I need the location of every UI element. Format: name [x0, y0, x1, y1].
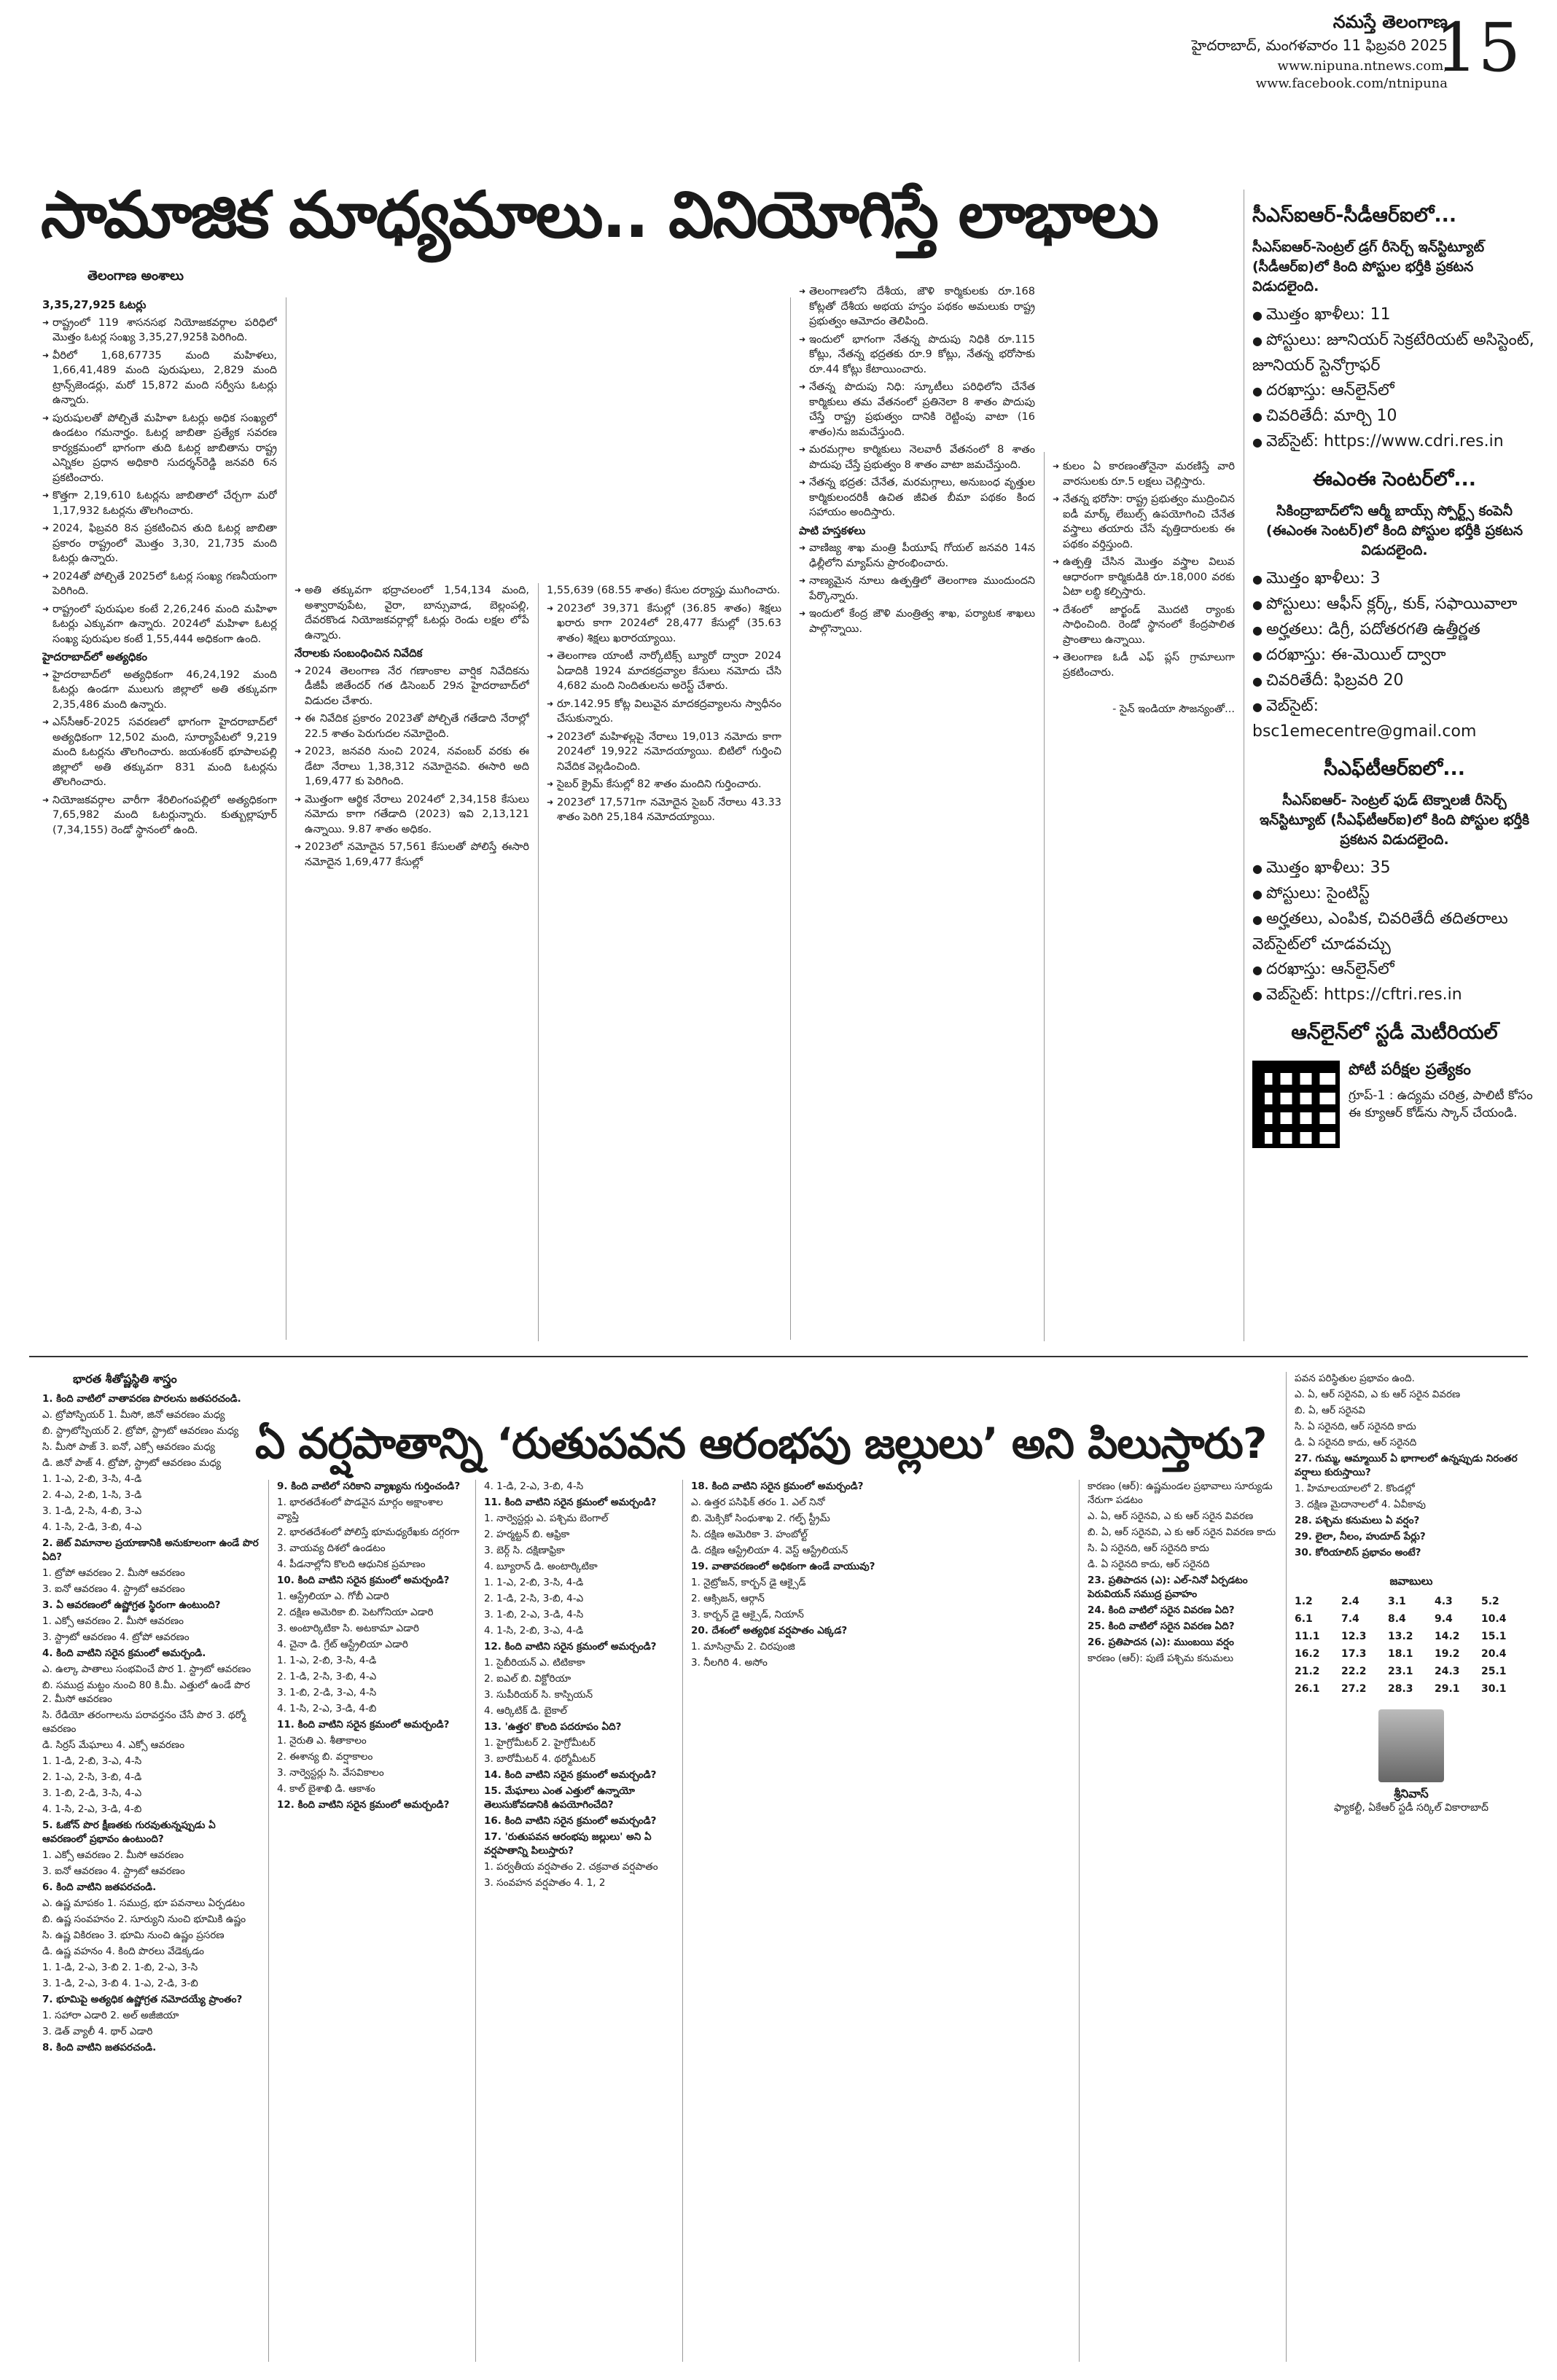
quiz-option: 1. హైగ్రోమీటర్ 2. హైగ్రోమీటర్	[484, 1737, 596, 1749]
answer-cell: 27.2	[1341, 1683, 1367, 1695]
article-column-1	[42, 297, 277, 1136]
promo-title: పోటీ పరీక్షల ప్రత్యేకం	[1349, 1061, 1471, 1078]
article-bullet: ➜ 2023లో 39,371 కేసుల్లో (36.85 శాతం) శిక్షలు ఖరారు కాగా 2024లో 28,477 కేసుల్లో (35.63 శాతం) శిక్షలు ఖరారయ్యాయి.	[547, 601, 781, 647]
quiz-option: 3. ఐనో ఆవరణం 4. స్ట్రాటో ఆవరణం	[42, 1865, 185, 1877]
quiz-option: 3. సుపీరియర్ సి. కాస్పియన్	[484, 1689, 593, 1701]
quiz-option: 4. 1-సి, 2-డి, 3-బి, 4-ఎ	[42, 1521, 142, 1533]
answer-cell: 6.1	[1295, 1613, 1313, 1625]
author-credit	[1295, 1709, 1528, 1815]
quiz-option: పవన పరిస్థితుల ప్రభావం ఉంది.	[1295, 1373, 1415, 1384]
article-bullet: ➜ పురుషులతో పోల్చితే మహిళా ఓటర్లు అధిక సంఖ్యలో ఉండటం గమనార్హం. ఓటర్ల జాబితా ప్రత్యేక సవరణ కార్యక్రమంలో భాగంగా తుది ఓటర్ల జాబితాను రాష్ట్ర ఎన్నికల ప్రధాన అధికారి సుదర్శన్‌రెడ్డి జనవరి 6న ప్రకటించారు.	[42, 411, 277, 486]
quiz-option: 3. నార్వెస్టర్లు సి. వేసవికాలం	[277, 1767, 384, 1779]
quiz-option: 2. 1-ఎ, 2-సి, 3-బి, 4-డి	[42, 1771, 142, 1783]
article-bullet: ➜ 2024తో పోల్చితే 2025లో ఓటర్ల సంఖ్య గణనీయంగా పెరిగింది.	[42, 569, 277, 599]
answer-cell: 14.2	[1435, 1631, 1460, 1642]
quiz-option: 1. నార్వెస్టర్లు ఎ. పశ్చిమ బెంగాల్	[484, 1513, 609, 1524]
quiz-question: 26. ప్రతిపాదన (ఎ): ముంబయి వర్షం	[1088, 1636, 1234, 1648]
article-bullet: ➜ తెలంగాణ ఓడీ ఎఫ్ ప్లస్ గ్రామాలుగా ప్రకటించారు.	[1053, 650, 1235, 680]
quiz-option: డి. జినో పాజ్ 4. ట్రోపో, స్ట్రాటో ఆవరణం మధ్య	[42, 1457, 222, 1469]
quiz-option: 4. చైనా డి. గ్రేట్ ఆస్ట్రేలియా ఎడారి	[277, 1639, 408, 1650]
quiz-option: 3. అంటార్కిటికా సి. అటకామా ఎడారి	[277, 1623, 420, 1634]
quiz-option: ఎ. ఏ, ఆర్ సరైనవి, ఎ కు ఆర్ సరైన వివరణ	[1088, 1510, 1254, 1522]
quiz-option: డి. ఏ సరైనది కాదు, ఆర్ సరైనది	[1088, 1558, 1210, 1570]
quiz-option: బి. ఉష్ణ సంవహనం 2. సూర్యుని నుంచి భూమికి ఉష్ణం	[42, 1913, 246, 1925]
quiz-option: సి. ఏ సరైనది, ఆర్ సరైనది కాదు	[1295, 1421, 1416, 1432]
article-bullet: ➜ అతి తక్కువగా భద్రాచలంలో 1,54,134 మంది, అశ్వారావుపేట, వైరా, బాన్సువాడ, బెల్లంపల్లి, దేవరకొండ నియోజకవర్గాల్లో ఓటర్లు రెండు లక్షల లోపే ఉన్నారు.	[294, 583, 529, 643]
notice-intro: సికింద్రాబాద్‌లోని ఆర్మీ బాయ్స్ స్పోర్ట్స్ కంపెనీ (ఈఎంఈ సెంటర్)లో కింది పోస్టుల భర్తీకి ప్రకటన విడుదలైంది.	[1265, 503, 1523, 558]
notice-item: ● దరఖాస్తు: ఈ-మెయిల్ ద్వారా	[1252, 643, 1537, 668]
answer-cell: 3.1	[1388, 1596, 1406, 1607]
article-bullet: ➜ దేశంలో జార్ఖండ్ మొదటి ర్యాంకు సాధించింది. రెండో స్థానంలో కేంద్రపాలిత ప్రాంతాలు ఉన్నాయి.	[1053, 603, 1235, 648]
quiz-option: ఎ. ట్రోపోస్ఫియర్ 1. మీసో, జినో ఆవరణం మధ్య	[42, 1409, 225, 1421]
quiz-option: 3. 1-బి, 2-డి, 3-సి, 4-ఎ	[42, 1787, 142, 1799]
notice-intro: సీఎస్ఐఆర్-సెంట్రల్ డ్రగ్ రీసెర్చ్ ఇన్‌స్టిట్యూట్ (సీడీఆర్ఐ)లో కింది పోస్టుల భర్తీకి ప్రకటన విడుదలైంది.	[1252, 239, 1485, 294]
answer-cell: 23.1	[1388, 1666, 1413, 1677]
quiz-option: డి. సిర్రస్ మేఘాలు 4. ఎక్సో ఆవరణం	[42, 1739, 185, 1751]
quiz-question: 13. 'ఉత్తర' కొలది పదరూపం ఏది?	[484, 1721, 622, 1733]
quiz-option: 3. దక్షిణ మైదానాలలో 4. ఏవీకావు	[1295, 1499, 1427, 1510]
subheading-hyderabad: హైదరాబాద్‌లో అత్యధికం	[42, 650, 147, 663]
notice-title: సీఎస్ఐఆర్-సీడీఆర్ఐలో...	[1252, 204, 1457, 227]
quiz-option: ఎ. ఏ, ఆర్ సరైనవి, ఎ కు ఆర్ సరైన వివరణ	[1295, 1389, 1461, 1400]
quiz-option: 3. 1-బి, 2-ఎ, 3-డి, 4-సి	[484, 1609, 584, 1620]
answer-cell: 16.2	[1295, 1648, 1320, 1660]
author-photo	[1378, 1709, 1444, 1782]
quiz-question: 11. కింది వాటిని సరైన క్రమంలో అమర్చండి?	[484, 1497, 657, 1508]
quiz-option: కారణం (ఆర్): ఉష్ణమండల ప్రభావాలు సూర్యుడు నేరుగా పడటం	[1088, 1480, 1273, 1506]
answer-cell: 9.4	[1435, 1613, 1453, 1625]
answer-cell: 29.1	[1435, 1683, 1460, 1695]
quiz-option: 3. డెత్ వ్యాలీ 4. థార్ ఎడారి	[42, 2026, 153, 2037]
answer-cell: 15.1	[1481, 1631, 1507, 1642]
quiz-question: 7. భూమిపై అత్యధిక ఉష్ణోగ్రత నమోదయ్యే ప్రాంతం?	[42, 1994, 243, 2005]
quiz-question: 20. దేశంలో అత్యధిక వర్షపాతం ఎక్కడ?	[691, 1625, 848, 1636]
quiz-section-heading: భారత శీతోష్ణస్థితి శాస్త్రం	[73, 1372, 177, 1386]
answers-box	[1295, 1575, 1528, 1698]
notice-title: సీఎఫ్‌టీఆర్ఐలో...	[1324, 757, 1465, 780]
answer-cell: 26.1	[1295, 1683, 1320, 1695]
article-bullet: ➜ మొత్తంగా ఆర్థిక నేరాలు 2024లో 2,34,158 కేసులు నమోదు కాగా గతేడాది (2023) ఇవి 2,13,121 ఉన్నాయి. 9.87 శాతం అధికం.	[294, 792, 529, 838]
quiz-option: 2. దక్షిణ అమెరికా బి. పెటగోనియా ఎడారి	[277, 1607, 434, 1618]
quiz-column-5	[1088, 1480, 1277, 2362]
main-headline: సామాజిక మాధ్యమాలు.. వినియోగిస్తే లాభాలు	[41, 177, 1158, 252]
quiz-option: 2. భారతదేశంలో పోలిస్తే భూమధ్యరేఖకు దగ్గరగా	[277, 1526, 460, 1538]
article-bullet: ➜ ఇందులో కేంద్ర జౌళి మంత్రిత్వ శాఖ, పర్యాటక శాఖలు పాల్గొన్నాయి.	[799, 606, 1035, 636]
article-bullet: ➜ తెలంగాణ యాంటీ నార్కోటిక్స్ బ్యూరో ద్వారా 2024 ఏడాదికి 1924 మాదకద్రవ్యాల కేసులు నమోదు చేసి 4,682 మంది నిందితులను అరెస్ట్ చేశారు.	[547, 649, 781, 694]
answer-cell: 30.1	[1481, 1683, 1507, 1695]
quiz-question: 1. కింది వాటిలో వాతావరణ పొరలను జతపరచండి.	[42, 1393, 241, 1405]
article-bullet: ➜ ఇందులో భాగంగా నేతన్న పొదుపు నిధికి రూ.115 కోట్లు, నేతన్న భద్రతకు రూ.9 కోట్లు, నేతన్న భరోసాకు రూ.44 కోట్లు కేటాయించారు.	[799, 332, 1035, 378]
notice-link[interactable]: ● వెబ్‌సైట్: https://www.cdri.res.in	[1252, 429, 1537, 455]
quiz-option: బి. స్ట్రాటోస్ఫియర్ 2. ట్రోపో, స్ట్రాటో ఆవరణం మధ్య	[42, 1425, 239, 1437]
quiz-question: 5. ఓజోన్ పొర క్షీణతకు గురవుతున్నప్పుడు ఏ ఆవరణంలో ప్రభావం ఉంటుంది?	[42, 1819, 216, 1845]
notice-item: ● పోస్టులు: ఆఫీస్ క్లర్క్, కుక్, సఫాయివాలా	[1252, 592, 1537, 617]
quiz-option: సి. ఏ సరైనది, ఆర్ సరైనది కాదు	[1088, 1542, 1209, 1554]
quiz-option: 1. ఆస్ట్రేలియా ఎ. గోబీ ఎడారి	[277, 1591, 389, 1602]
article-bullet: ➜ సైబర్ క్రైమ్ కేసుల్లో 82 శాతం మందిని గుర్తించారు.	[547, 777, 781, 792]
notice-link[interactable]: ● వెబ్‌సైట్: bsc1emecentre@gmail.com	[1252, 694, 1537, 744]
quiz-option: కారణం (ఆర్): పుణే పశ్చిమ కనుమలు	[1088, 1653, 1234, 1664]
quiz-option: 1. 1-డి, 2-బి, 3-ఎ, 4-సి	[42, 1755, 142, 1767]
quiz-option: 3. బారోమీటర్ 4. థర్మోమీటర్	[484, 1753, 596, 1765]
quiz-option: 4. 1-సి, 2-ఎ, 3-డి, 4-బి	[277, 1703, 377, 1714]
answer-cell: 18.1	[1388, 1648, 1413, 1660]
article-bullet: ➜ రాష్ట్రంలో పురుషుల కంటే 2,26,246 మంది మహిళా ఓటర్లు ఎక్కువగా ఉన్నారు. 2024లో మహిళా ఓటర్ల సంఖ్య పురుషుల కంటే 1,55,444 అధికంగా ఉంది.	[42, 602, 277, 647]
quiz-question: 27. గుమ్మ, ఆమ్మాయిర్ ఏ భాగాలలో ఉన్నప్పుడు నిరంతర వర్షాలు కురుస్తాయి?	[1295, 1453, 1518, 1478]
article-bullet: ➜ నాణ్యమైన నూలు ఉత్పత్తిలో తెలంగాణ ముందుందని పేర్కొన్నారు.	[799, 574, 1035, 604]
article-bullet: ➜ 2023లో మహిళల్లపై నేరాలు 19,013 నమోదు కాగా 2024లో 19,922 నమోదయ్యాయి. బిటిలో గుర్తించి నివేదిక వెల్లడించింది.	[547, 730, 781, 775]
article-bullet: ➜ రూ.142.95 కోట్ల విలువైన మాదకద్రవ్యాలను స్వాధీనం చేసుకున్నారు.	[547, 697, 781, 727]
quiz-question: 10. కింది వాటిని సరైన క్రమంలో అమర్చండి?	[277, 1575, 450, 1586]
quiz-option: 2. ఆక్సిజన్, ఆర్గాన్	[691, 1593, 765, 1604]
quiz-option: 3. బెర్గ్ సి. దక్షిణాఫ్రికా	[484, 1545, 565, 1556]
quiz-option: డి. దక్షిణ ఆస్ట్రేలియా 4. వెస్ట్ ఆస్ట్రేలియన్	[691, 1545, 848, 1556]
quiz-option: 1. 1-ఎ, 2-బి, 3-సి, 4-డి	[42, 1473, 142, 1485]
quiz-option: 2. హర్మట్టన్ బి. ఆఫ్రికా	[484, 1529, 570, 1540]
article-bullet: ➜ నేతన్న పొదుపు నిధి: స్కూటీలు పరిధిలోని చేనేత కార్మికులు తమ వేతనంలో ప్రతినెలా 8 శాతం పొదుపు చేస్తే రాష్ట్ర ప్రభుత్వం దానికి రెట్టింపు వాటా (16 శాతం)ను జమచేస్తుంది.	[799, 380, 1035, 440]
notice-item: ● చివరితేదీ: మార్చి 10	[1252, 404, 1537, 429]
article-credit: - సైన్ ఇండియా సౌజన్యంతో...	[1112, 703, 1235, 715]
study-material-heading: ఆన్‌లైన్‌లో స్టడీ మెటీరియల్	[1291, 1021, 1498, 1044]
section-tag: తెలంగాణ అంశాలు	[87, 268, 184, 284]
article-bullet: ➜ 2023, జనవరి నుంచి 2024, నవంబర్ వరకు ఈ డేటా నేరాలు 1,38,312 నమోదైనవి. ఈసారి అది 1,69,477 కు పెరిగింది.	[294, 744, 529, 789]
notice-item: ● అర్హతలు: డిగ్రీ, పదోతరగతి ఉత్తీర్ణత	[1252, 617, 1537, 643]
quiz-option: 1. ఎక్సో ఆవరణం 2. మీసో ఆవరణం	[42, 1615, 184, 1627]
quiz-option: 1. నైరుతి ఎ. శీతాకాలం	[277, 1735, 367, 1747]
quiz-option: 4. 1-సి, 2-ఎ, 3-డి, 4-బి	[42, 1803, 142, 1815]
quiz-column-4	[691, 1480, 1070, 2362]
article-bullet: ➜ నేతన్న భరోసా: రాష్ట్ర ప్రభుత్వం ముద్రించిన ఐడీ మార్క్ లేబుల్స్ ఉపయోగించి చేనేత వస్త్రాలు తయారు చేసే వృత్తిదారులకు ఈ పథకం వర్తిస్తుంది.	[1053, 492, 1235, 552]
answer-cell: 1.2	[1295, 1596, 1313, 1607]
notice-cftri	[1252, 757, 1537, 1008]
answer-cell: 19.2	[1435, 1648, 1460, 1660]
quiz-option: 1. మాసిన్రామ్ 2. చిరపుంజి	[691, 1641, 795, 1653]
answer-cell: 12.3	[1341, 1631, 1367, 1642]
answer-cell: 7.4	[1341, 1613, 1359, 1625]
voters-heading: 3,35,27,925 ఓటర్లు	[42, 298, 147, 311]
article-bullet: ➜ ఉత్పత్తి చేసిన మొత్తం వస్త్రాల విలువ ఆధారంగా కార్మికుడికి రూ.18,000 వరకు ఏటా లబ్ధి కల్పిస్తారు.	[1053, 555, 1235, 600]
answer-cell: 24.3	[1435, 1666, 1460, 1677]
quiz-option: 3. 1-డి, 2-సి, 4-బి, 3-ఎ	[42, 1505, 142, 1517]
article-column-4	[799, 284, 1035, 1341]
author-title: ఫ్యాకల్టీ, ఏకేఆర్ స్టడీ సర్కిల్ వికారాబాద్	[1333, 1802, 1489, 1814]
quiz-option: సి. మీసో పాజ్ 3. ఐనో, ఎక్సో ఆవరణం మధ్య	[42, 1441, 215, 1453]
promo-box	[1252, 1061, 1537, 1148]
quiz-option: సి. రేడియో తరంగాలను పరావర్తనం చేసే పొర 3. థర్మో ఆవరణం	[42, 1709, 246, 1735]
quiz-option: ఎ. ఉష్ణ మాపకం 1. సముద్ర, భూ పవనాలు ఏర్పడటం	[42, 1897, 245, 1909]
quiz-option: ఎ. ఉల్కా పాతాలు సంభవించే పొర 1. స్ట్రాటో ఆవరణం	[42, 1663, 251, 1675]
quiz-option: 1. భారతదేశంలో పొడవైన మార్గం అక్షాంశాల వ్యాప్తి	[277, 1497, 443, 1522]
answer-cell: 22.2	[1341, 1666, 1367, 1677]
edition-date: హైదరాబాద్, మంగళవారం 11 ఫిబ్రవరి 2025	[1191, 36, 1448, 54]
quiz-question: 17. 'రుతుపవన ఆరంభపు జల్లులు' అని ఏ వర్షపాతాన్ని పిలుస్తారు?	[484, 1831, 652, 1857]
quiz-option: డి. ఏ సరైనది కాదు, ఆర్ సరైనది	[1295, 1437, 1417, 1448]
notice-title: ఈఎంఈ సెంటర్‌లో...	[1312, 468, 1476, 491]
article-bullet: ➜ 2023లో నమోదైన 57,561 కేసులతో పోలిస్తే ఈసారి నమోదైన 1,69,477 కేసుల్లో	[294, 840, 529, 870]
quiz-question: 8. కింది వాటిని జతపరచండి.	[42, 2042, 157, 2053]
article-bullet: ➜ తెలంగాణలోని దేశీయ, జౌళి కార్మికులకు రూ.168 కోట్లతో దేశీయ అభయ హస్తం పథకం అమలుకు రాష్ట్ర ప్రభుత్వం ఆమోదం తెలిపింది.	[799, 284, 1035, 329]
answer-cell: 2.4	[1341, 1596, 1359, 1607]
quiz-question: 2. జెట్ విమానాల ప్రయాణానికి అనుకూలంగా ఉండే పొర ఏది?	[42, 1537, 259, 1563]
quiz-column-3	[484, 1480, 674, 2362]
answers-title: జవాబులు	[1389, 1575, 1433, 1588]
right-panel	[1252, 204, 1537, 1349]
quiz-question: 25. కింది వాటిలో సరైన వివరణ ఏది?	[1088, 1620, 1235, 1632]
quiz-question: 4. కింది వాటిని సరైన క్రమంలో అమర్చండి.	[42, 1647, 206, 1659]
answer-cell: 21.2	[1295, 1666, 1320, 1677]
notice-link[interactable]: ● వెబ్‌సైట్: https://cftri.res.in	[1252, 983, 1537, 1008]
article-text: 1,55,639 (68.55 శాతం) కేసుల దర్యాప్తు ముగించారు.	[547, 585, 781, 596]
answer-cell: 28.3	[1388, 1683, 1413, 1695]
answer-cell: 10.4	[1481, 1613, 1507, 1625]
article-bullet: ➜ 2024, ఫిబ్రవరి 8న ప్రకటించిన తుది ఓటర్ల జాబితా ప్రకారం రాష్ట్రంలో మొత్తం 3,30, 21,735 మంది ఓటర్లు ఉన్నారు.	[42, 521, 277, 566]
notice-item: ● చివరితేదీ: ఫిబ్రవరి 20	[1252, 668, 1537, 694]
quiz-option: 3. 1-డి, 2-ఎ, 3-బి 4. 1-ఎ, 2-డి, 3-బి	[42, 1978, 198, 1989]
notice-item: ● పోస్టులు: సైంటిస్ట్	[1252, 881, 1537, 907]
quiz-question: 11. కింది వాటిని సరైన క్రమంలో అమర్చండి?	[277, 1719, 450, 1731]
quiz-option: 2. 4-ఎ, 2-బి, 1-సి, 3-డి	[42, 1489, 142, 1501]
quiz-option: 1. 1-ఎ, 2-బి, 3-సి, 4-డి	[484, 1577, 584, 1588]
article-column-3	[547, 583, 781, 1195]
quiz-question: 6. కింది వాటిని జతపరచండి.	[42, 1881, 157, 1893]
author-name: శ్రీనివాస్	[1394, 1787, 1429, 1800]
article-bullet: ➜ నియోజకవర్గాల వారీగా శేరిలింగంపల్లిలో అత్యధికంగా 7,65,982 మంది ఓటర్లున్నారు. కుత్బుల్లాపూర్ (7,34,155) రెండో స్థానంలో ఉంది.	[42, 793, 277, 838]
promo-text: గ్రూప్-1 : ఉద్యమ చరిత్ర, పాలిటీ కోసం ఈ క్యూఆర్ కోడ్‌ను స్కాన్ చేయండి.	[1349, 1088, 1533, 1120]
answer-cell: 8.4	[1388, 1613, 1406, 1625]
quiz-question: 9. కింది వాటిలో సరికాని వ్యాఖ్యను గుర్తించండి?	[277, 1480, 461, 1492]
quiz-question: 28. పశ్చిమ కనుమలు ఏ వర్షం?	[1295, 1515, 1420, 1526]
quiz-option: 1. 1-ఎ, 2-బి, 3-సి, 4-డి	[277, 1655, 377, 1666]
quiz-option: 1. ఎక్సో ఆవరణం 2. మీసో ఆవరణం	[42, 1849, 184, 1861]
quiz-option: 4. 1-డి, 2-ఎ, 3-బి, 4-సి	[484, 1480, 584, 1492]
notice-item: ● పోస్టులు: జూనియర్ సెక్రటేరియట్ అసిస్టెంట్, జూనియర్ స్టెనోగ్రాఫర్	[1252, 328, 1537, 378]
facebook-link[interactable]: www.facebook.com/ntnipuna	[1255, 76, 1448, 91]
answer-cell: 25.1	[1481, 1666, 1507, 1677]
quiz-option: 4. కాల్ బైశాఖి డి. ఆకాశం	[277, 1783, 375, 1795]
quiz-column-1	[42, 1392, 261, 2362]
article-column-2	[294, 583, 529, 1195]
quiz-option: 2. 1-డి, 2-సి, 3-బి, 4-ఎ	[484, 1593, 584, 1604]
quiz-headline: ఏ వర్షపాతాన్ని ‘రుతుపవన ఆరంభపు జల్లులు’ అని పిలుస్తారు?	[255, 1419, 1267, 1468]
answer-cell: 17.3	[1341, 1648, 1367, 1660]
article-bullet: ➜ రాష్ట్రంలో 119 శాసనసభ నియోజకవర్గాల పరిధిలో మొత్తం ఓటర్ల సంఖ్య 3,35,27,925కి పెరిగింది.	[42, 316, 277, 346]
quiz-question: 23. ప్రతిపాదన (ఎ): ఎల్-నినో ఏర్పడటం పెరువియన్ సముద్ర ప్రవాహం	[1088, 1575, 1248, 1600]
quiz-question: 30. కోరియాలిస్ ప్రభావం అంటే?	[1295, 1547, 1421, 1558]
answer-cell: 4.3	[1435, 1596, 1453, 1607]
quiz-question: 14. కింది వాటిని సరైన క్రమంలో అమర్చండి?	[484, 1769, 657, 1781]
quiz-option: 3. ఐనో ఆవరణం 4. స్ట్రాటో ఆవరణం	[42, 1583, 185, 1595]
article-bullet: ➜ కులం ఏ కారణంతోనైనా మరణిస్తే వారి వారసులకు రూ.5 లక్షలు చెల్లిస్తారు.	[1053, 459, 1235, 489]
quiz-option: 3. సంవహన వర్షపాతం 4. 1, 2	[484, 1877, 606, 1889]
quiz-option: బి. మెక్సికో సింధుశాఖ 2. గల్ఫ్ స్ట్రీమ్	[691, 1513, 830, 1524]
quiz-option: 3. కార్బన్ డై ఆక్సైడ్, నియాన్	[691, 1609, 804, 1620]
article-bullet: ➜ 2024 తెలంగాణ నేర గణాంకాల వార్షిక నివేదికను డీజీపీ జితేందర్ గత డిసెంబర్ 29న హైదరాబాద్‌లో విడుదల చేశారు.	[294, 664, 529, 709]
qr-code-icon[interactable]	[1252, 1061, 1340, 1148]
answer-cell: 13.2	[1388, 1631, 1413, 1642]
website-link[interactable]: www.nipuna.ntnews.com,	[1277, 58, 1448, 74]
subheading-crime-report: నేరాలకు సంబంధించిన నివేదిక	[294, 647, 423, 660]
article-column-5	[1053, 459, 1235, 1341]
article-bullet: ➜ 2023లో 17,571గా నమోదైన సైబర్ నేరాలు 43.33 శాతం పెరిగి 25,184 నమోదయ్యాయి.	[547, 795, 781, 825]
quiz-option: 3. 1-బి, 2-డి, 3-ఎ, 4-సి	[277, 1687, 377, 1698]
quiz-option: 4. పీడనాల్లోని కొలది ఆధునిక ప్రమాణం	[277, 1558, 426, 1570]
notice-item: ● మొత్తం ఖాళీలు: 35	[1252, 856, 1537, 881]
quiz-question: 24. కింది వాటిలో సరైన వివరణ ఏది?	[1088, 1604, 1235, 1616]
article-bullet: ➜ కొత్తగా 2,19,610 ఓటర్లను జాబితాలో చేర్చగా మరో 1,17,932 ఓటర్లను తొలగించారు.	[42, 488, 277, 518]
article-bullet: ➜ ఈ నివేదిక ప్రకారం 2023తో పోల్చితే గతేడాది నేరాల్లో 22.5 శాతం పెరుగుదల నమోదైంది.	[294, 711, 529, 741]
quiz-option: సి. దక్షిణ అమెరికా 3. హంబోల్ట్	[691, 1529, 808, 1540]
quiz-question: 12. కింది వాటిని సరైన క్రమంలో అమర్చండి?	[277, 1799, 450, 1811]
masthead	[1156, 9, 1535, 157]
quiz-option: 1. సహారా ఎడారి 2. అల్ అజీజియా	[42, 2010, 179, 2021]
quiz-option: డి. ఉష్ణ వహనం 4. కింది పొరలు వేడెక్కడం	[42, 1946, 204, 1957]
quiz-question: 12. కింది వాటిని సరైన క్రమంలో అమర్చండి?	[484, 1641, 657, 1653]
article-bullet: ➜ వాణిజ్య శాఖ మంత్రి పీయూష్ గోయల్ జనవరి 14న ఢిల్లీలోని మ్యాప్‌ను ప్రారంభించారు.	[799, 541, 1035, 571]
quiz-question: 19. వాతావరణంలో అధికంగా ఉండే వాయువు?	[691, 1561, 875, 1572]
quiz-option: 3. వాయవ్య దిశలో ఉండటం	[277, 1542, 386, 1554]
quiz-question: 3. ఏ ఆవరణంలో ఉష్ణోగ్రత స్థిరంగా ఉంటుంది?	[42, 1599, 221, 1611]
quiz-option: 2. 1-డి, 2-సి, 3-బి, 4-ఎ	[277, 1671, 377, 1682]
article-bullet: ➜ ఎస్‌సీఆర్-2025 సవరణలో భాగంగా హైదరాబాద్‌లో అత్యధికంగా 12,502 మంది, సూర్యాపేటలో 9,219 మంది ఓటర్లను తొలగించారు. జయశంకర్ భూపాలపల్లి జిల్లాలో అతి తక్కువగా 831 మంది ఓటర్లను తొలగించారు.	[42, 715, 277, 790]
subheading-handicrafts: పాటి హస్తకళలు	[799, 523, 866, 537]
quiz-option: 3. నీలగిరి 4. అసోం	[691, 1657, 768, 1669]
answer-cell: 5.2	[1481, 1596, 1499, 1607]
quiz-question: 29. లైలా, నీలం, హుదూద్ పేర్లు?	[1295, 1531, 1426, 1542]
quiz-question: 15. మేఘాలు ఎంత ఎత్తులో ఉన్నాయో తెలుసుకోవడానికి ఉపయోగించేది?	[484, 1785, 635, 1811]
quiz-option: సి. ఉష్ణ వికిరణం 3. భూమి నుంచి ఉష్ణం ప్రసరణ	[42, 1930, 225, 1941]
quiz-option: 4. ఆర్కిటిక్ డి. బైకాల్	[484, 1705, 567, 1717]
notice-item: ● అర్హతలు, ఎంపిక, చివరితేదీ తదితరాలు వెబ్‌సైట్‌లో చూడవచ్చు	[1252, 907, 1537, 957]
quiz-option: 2. ఈశాన్య బి. వర్షాకాలం	[277, 1751, 373, 1763]
quiz-column-6	[1295, 1372, 1528, 2363]
quiz-option: 1. హిమాలయాలలో 2. కొండల్లో	[1295, 1483, 1415, 1494]
quiz-option: 1. నైట్రోజన్, కార్బన్ డై ఆక్సైడ్	[691, 1577, 806, 1588]
page-number: 15	[1435, 9, 1521, 87]
notice-cdri	[1252, 204, 1537, 455]
quiz-question: 18. కింది వాటిని సరైన క్రమంలో అమర్చండి?	[691, 1480, 864, 1492]
notice-intro: సీఎస్ఐఆర్- సెంట్రల్ ఫుడ్ టెక్నాలజీ రీసెర్చ్ ఇన్‌స్టిట్యూట్ (సీఎఫ్‌టీఆర్ఐ)లో కింది పోస్టుల భర్తీకి ప్రకటన విడుదలైంది.	[1259, 792, 1530, 848]
article-bullet: ➜ వీరిలో 1,68,67735 మంది మహిళలు, 1,66,41,489 మంది పురుషులు, 2,829 మంది ట్రాన్స్‌జెండర్లు, మరో 15,872 మంది సర్వీసు ఓటర్లు ఉన్నారు.	[42, 348, 277, 408]
quiz-option: బి. ఏ, ఆర్ సరైనవి	[1295, 1405, 1365, 1416]
quiz-option: 1. 1-డి, 2-ఎ, 3-బి 2. 1-బి, 2-ఎ, 3-సి	[42, 1962, 198, 1973]
brand-name: నమస్తే తెలంగాణ	[1332, 12, 1448, 32]
article-bullet: ➜ నేతన్న భద్రత: చేనేత, మరమగ్గాలు, అనుబంధ వృత్తుల కార్మికులందరికీ ఉచిత జీవిత బీమా పథకం కింద సహాయం అందిస్తారు.	[799, 475, 1035, 520]
quiz-option: బి. సముద్ర మట్టం నుంచి 80 కి.మీ. ఎత్తులో ఉండే పొర 2. మీసో ఆవరణం	[42, 1679, 250, 1705]
answer-cell: 11.1	[1295, 1631, 1320, 1642]
answer-cell: 20.4	[1481, 1648, 1507, 1660]
quiz-option: 1. సైబీరియన్ ఎ. టిటికాకా	[484, 1657, 585, 1669]
quiz-option: బి. ఏ, ఆర్ సరైనవి, ఎ కు ఆర్ సరైన వివరణ కాదు	[1088, 1526, 1276, 1538]
quiz-option: 2. ఐఎల్ బి. విక్టోరియా	[484, 1673, 571, 1685]
article-bullet: ➜ హైదరాబాద్‌లో అత్యధికంగా 46,24,192 మంది ఓటర్లు ఉండగా ములుగు జిల్లాలో అతి తక్కువగా 2,35,486 మంది ఉన్నారు.	[42, 668, 277, 713]
quiz-option: 3. స్ట్రాటో ఆవరణం 4. ట్రోపో ఆవరణం	[42, 1631, 190, 1643]
article-bullet: ➜ మరమగ్గాల కార్మికులు నెలవారీ వేతనంలో 8 శాతం పొదుపు చేస్తే ప్రభుత్వం 8 శాతం వాటా జమచేస్తుంది.	[799, 442, 1035, 472]
quiz-option: 1. పర్వతీయ వర్షపాతం 2. చక్రవాత వర్షపాతం	[484, 1861, 658, 1873]
answers-grid	[1295, 1593, 1528, 1698]
quiz-question: 16. కింది వాటిని సరైన క్రమంలో అమర్చండి?	[484, 1815, 657, 1827]
notice-item: ● మొత్తం ఖాళీలు: 11	[1252, 303, 1537, 328]
quiz-option: ఎ. ఉత్తర పసిఫిక్ తరం 1. ఎల్ నినో	[691, 1497, 825, 1508]
notice-item: ● దరఖాస్తు: ఆన్‌లైన్‌లో	[1252, 378, 1537, 404]
quiz-column-2	[277, 1480, 467, 2362]
quiz-option: 4. బ్యూరాన్ డి. అంటార్కిటికా	[484, 1561, 598, 1572]
notice-item: ● దరఖాస్తు: ఆన్‌లైన్‌లో	[1252, 957, 1537, 983]
quiz-option: 1. ట్రోపో ఆవరణం 2. మీసో ఆవరణం	[42, 1567, 185, 1579]
quiz-option: 4. 1-సి, 2-బి, 3-ఎ, 4-డి	[484, 1625, 584, 1636]
notice-eme-centre	[1252, 468, 1537, 744]
notice-item: ● మొత్తం ఖాళీలు: 3	[1252, 566, 1537, 592]
